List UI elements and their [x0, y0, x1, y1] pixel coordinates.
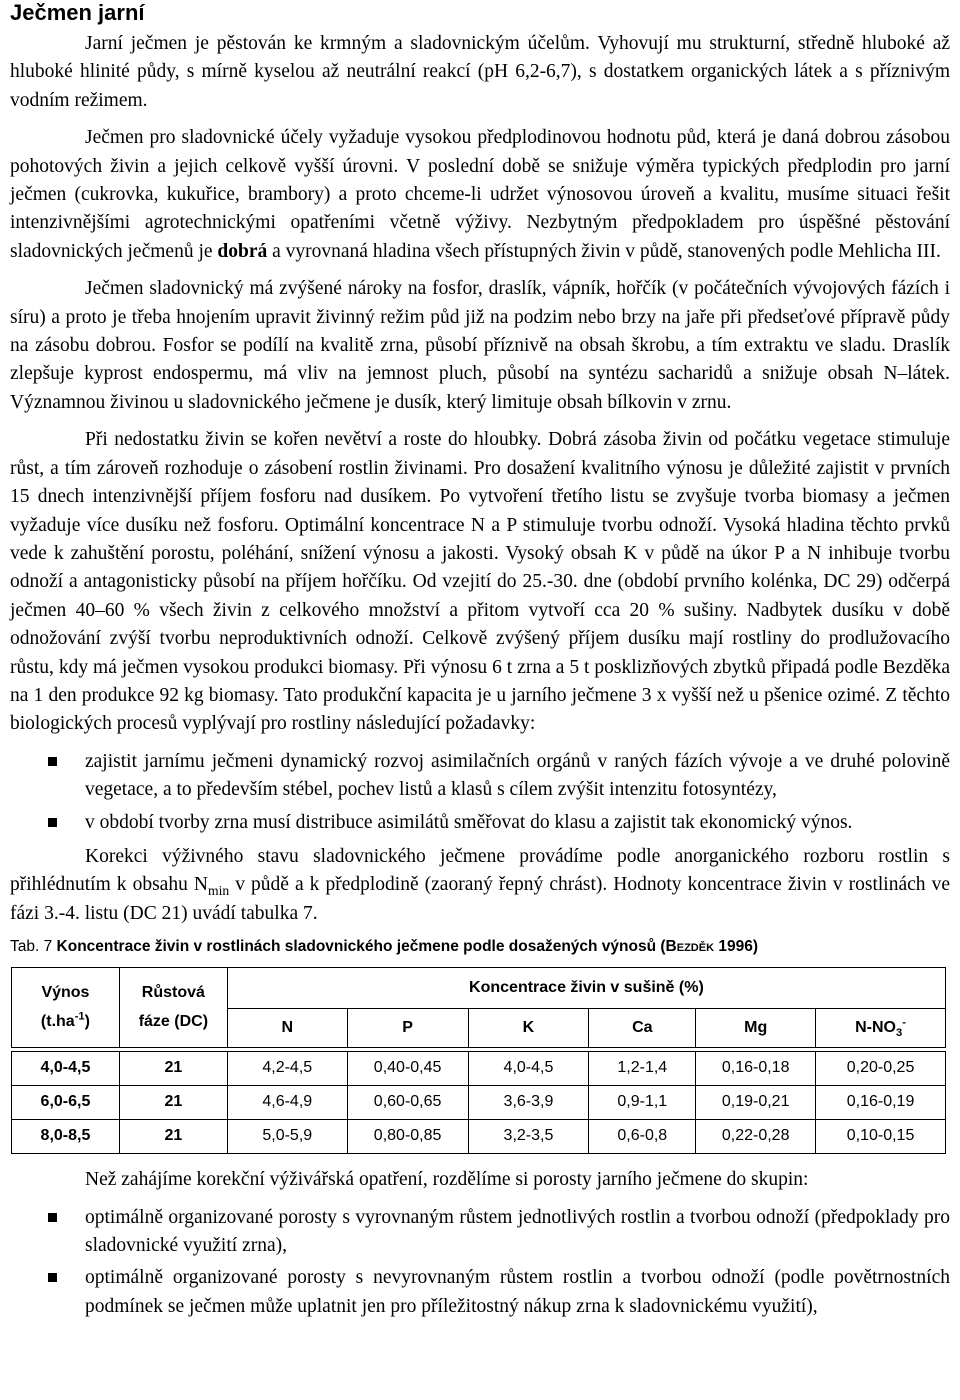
text: Ječmen pro sladovnické účely vyžaduje vysokou předplodinovou hodnotu půd, která je daná dobrou zásobou pohotových živin a jejich celkově vyšší úrovni. V poslední době se snižuje výměra typických předplodin pro jarní ječmen (cukrovka, kukuřice, brambory) a proto chceme-li udržet výnosovou úroveň a kvalitu, musíme situaci řešit intenzivnějšími agrotechnickými opatřeními včetně výživy. Nezbytným předpokladem pro úspěšné pěstování sladovnických ječmenů je — [10, 127, 950, 262]
header-text: ) — [84, 1012, 90, 1030]
header-text: (t.ha — [40, 1012, 75, 1030]
caption-year: 1996) — [714, 938, 758, 956]
list-item — [10, 1264, 950, 1321]
cell-value: 0,9-1,1 — [589, 1086, 696, 1120]
header-text: fáze (DC) — [138, 1012, 209, 1030]
caption-prefix: Tab. 7 — [10, 938, 53, 956]
header-text: Výnos — [41, 984, 90, 1002]
caption-author-initial: B — [665, 938, 677, 956]
paragraph-intro: Jarní ječmen je pěstován ke krmným a sladovnickým účelům. Vyhovují mu strukturní, středně hluboké až hluboké hlinité půdy, s mírně kyselou až neutrální reakcí (pH 6,2-6,7), s dostatkem organických látek a s příznivým vodním režimem. — [10, 33, 950, 111]
cell-value: 4,6-4,9 — [227, 1086, 347, 1120]
list-item — [10, 809, 950, 837]
cell-value: 3,2-3,5 — [468, 1120, 589, 1154]
header-p: P — [347, 1009, 468, 1048]
nutrient-table — [11, 967, 946, 1154]
list-item — [10, 748, 950, 805]
paragraph-growth: Při nedostatku živin se kořen nevětví a roste do hloubky. Dobrá zásoba živin od počátku vegetace stimuluje růst, a tím zároveň rozhoduje o zásobení rostlin živinami. Pro dosažení kvalitního výnosu je důležité zajistit v prvních 15 dnech intenzivnější příjem fosforu nad dusíkem. Po vytvoření třetího listu se zvyšuje tvorba biomasy a ječmen vyžaduje více dusíku než fosforu. Optimální koncentrace N a P stimuluje tvorbu odnoží. Vysoká hladina těchto prvků vede k zahuštění porostu, poléhání, snížení výnosu a jakosti. Vysoký obsah K v půdě na úkor P a N inhibuje tvorbu odnoží a antagonisticky působí na příjem hořčíku. Od vzejití do 25.-30. dne (období prvního kolénka, DC 29) odčerpá ječmen 40–60 % všech živin z celkového množství a přitom vytvoří cca 20 % sušiny. Nadbytek dusíku v době odnožování zvýší tvorbu neproduktivních odnoží. Celkově zvýšený příjem dusíku mají rostliny do prodlužovacího růstu, kdy má ječmen vysokou produkci biomasy. Při výnosu 6 t zrna a 5 t posklizňových zbytků připadá podle Bezděka na 1 den produkce 92 kg biomasy. Tato produkční kapacita je u jarního ječmene 3 x vyšší než u pšenice ozimé. Z těchto biologických procesů vyplývají pro rostliny následující požadavky: — [10, 429, 950, 735]
paragraph-preceding-crop — [10, 124, 950, 266]
cell-yield: 6,0-6,5 — [12, 1086, 120, 1120]
caption-author-rest: ezděk — [676, 938, 715, 956]
cell-value: 4,2-4,5 — [227, 1052, 347, 1086]
table-caption — [10, 937, 950, 957]
cell-phase: 21 — [119, 1086, 227, 1120]
subscript: min — [207, 883, 230, 899]
cell-yield: 8,0-8,5 — [12, 1120, 120, 1154]
requirements-list — [10, 748, 950, 837]
caption-title-text: Koncentrace živin v rostlinách sladovnického ječmene podle dosažených výnosů ( — [56, 938, 666, 956]
cell-value: 4,0-4,5 — [468, 1052, 589, 1086]
list-item — [10, 1204, 950, 1261]
cell-value: 0,22-0,28 — [696, 1120, 816, 1154]
superscript: - — [902, 1016, 906, 1029]
cell-yield: 4,0-4,5 — [12, 1052, 120, 1086]
header-n-no3 — [816, 1009, 946, 1048]
caption-title — [57, 938, 758, 955]
text: Korekci výživného stavu sladovnického ječmene provádíme podle anorganického rozboru rostlin s přihlédnutím k obsahu N — [10, 845, 950, 896]
cell-value: 0,6-0,8 — [589, 1120, 696, 1154]
table-row — [12, 1052, 946, 1086]
paragraph-nutrient-needs: Ječmen sladovnický má zvýšené nároky na fosfor, draslík, vápník, hořčík (v počátečních vývojových fázích i síru) a proto je třeba hnojením upravit živinný režim půd již na podzim nebo brzy na jaře při předseťové přípravě půdy na zásobu dobrou. Fosfor se podílí na kvalitě zrna, působí příznivě na obsah škrobu, a tím extraktu ve sladu. Draslík zlepšuje kyprost endospermu, má vliv na jemnost pluch, působí na syntézu sacharidů a snižuje obsah N–látek. Významnou živinou u sladovnického ječmene je dusík, který limituje obsah bílkovin v zrnu. — [10, 278, 950, 413]
header-text: N-NO — [855, 1018, 896, 1036]
cell-value: 0,19-0,21 — [696, 1086, 816, 1120]
header-yield — [12, 968, 120, 1048]
page-title: Ječmen jarní — [10, 0, 145, 25]
subscript: 3 — [896, 1027, 903, 1040]
square-bullet-icon — [48, 818, 57, 827]
header-k: K — [468, 1009, 589, 1048]
header-n: N — [227, 1009, 347, 1048]
cell-value: 0,10-0,15 — [816, 1120, 946, 1154]
cell-value: 0,40-0,45 — [347, 1052, 468, 1086]
header-ca: Ca — [589, 1009, 696, 1048]
cell-value: 0,20-0,25 — [816, 1052, 946, 1086]
cell-value: 0,80-0,85 — [347, 1120, 468, 1154]
header-concentration: Koncentrace živin v sušině (%) — [227, 968, 945, 1009]
cell-phase: 21 — [119, 1052, 227, 1086]
superscript: -1 — [74, 1010, 85, 1023]
cell-value: 0,16-0,19 — [816, 1086, 946, 1120]
cell-value: 3,6-3,9 — [468, 1086, 589, 1120]
header-mg: Mg — [696, 1009, 816, 1048]
cell-value: 5,0-5,9 — [227, 1120, 347, 1154]
paragraph-groups: Než zahájíme korekční výživářská opatření, rozdělíme si porosty jarního ječmene do skupin: — [85, 1169, 809, 1191]
text: v půdě a k předplodině (zaoraný řepný chrást). Hodnoty koncentrace živin v rostlinách ve fázi 3.-4. listu (DC 21) uvádí tabulka 7. — [10, 874, 950, 924]
table-row — [12, 1120, 946, 1154]
table-row — [12, 1086, 946, 1120]
list-item-text: optimálně organizované porosty s nevyrovnaným růstem rostlin a tvorbou odnoží (podle povětrnostních podmínek se ječmen může uplatnit jen pro příležitostný nákup zrna k sladovnickému využití), — [85, 1267, 950, 1317]
cell-phase: 21 — [119, 1120, 227, 1154]
paragraph-correction — [10, 843, 950, 928]
square-bullet-icon — [48, 757, 57, 766]
text: a vyrovnaná hladina všech přístupných živin v půdě, stanovených podle Mehlicha III. — [267, 240, 941, 262]
header-text: Růstová — [141, 984, 205, 1002]
cell-value: 0,16-0,18 — [696, 1052, 816, 1086]
groups-list — [10, 1204, 950, 1322]
list-item-text: optimálně organizované porosty s vyrovnaným růstem jednotlivých rostlin a tvorbou odnoží (předpoklady pro sladovnické využití zrna), — [85, 1206, 950, 1256]
cell-value: 1,2-1,4 — [589, 1052, 696, 1086]
square-bullet-icon — [48, 1213, 57, 1222]
cell-value: 0,60-0,65 — [347, 1086, 468, 1120]
list-item-text: zajistit jarnímu ječmeni dynamický rozvoj asimilačních orgánů v raných fázích vývoje a ve druhé polovině vegetace, a to především stébel, pochev listů a klasů s cílem zvýšit intenzitu fotosyntézy, — [85, 750, 950, 801]
square-bullet-icon — [48, 1273, 57, 1282]
list-item-text: v období tvorby zrna musí distribuce asimilátů směřovat do klasu a zajistit tak ekonomický výnos. — [85, 811, 853, 833]
header-growth-phase — [119, 968, 227, 1048]
emphasis-text: dobrá — [217, 240, 268, 262]
